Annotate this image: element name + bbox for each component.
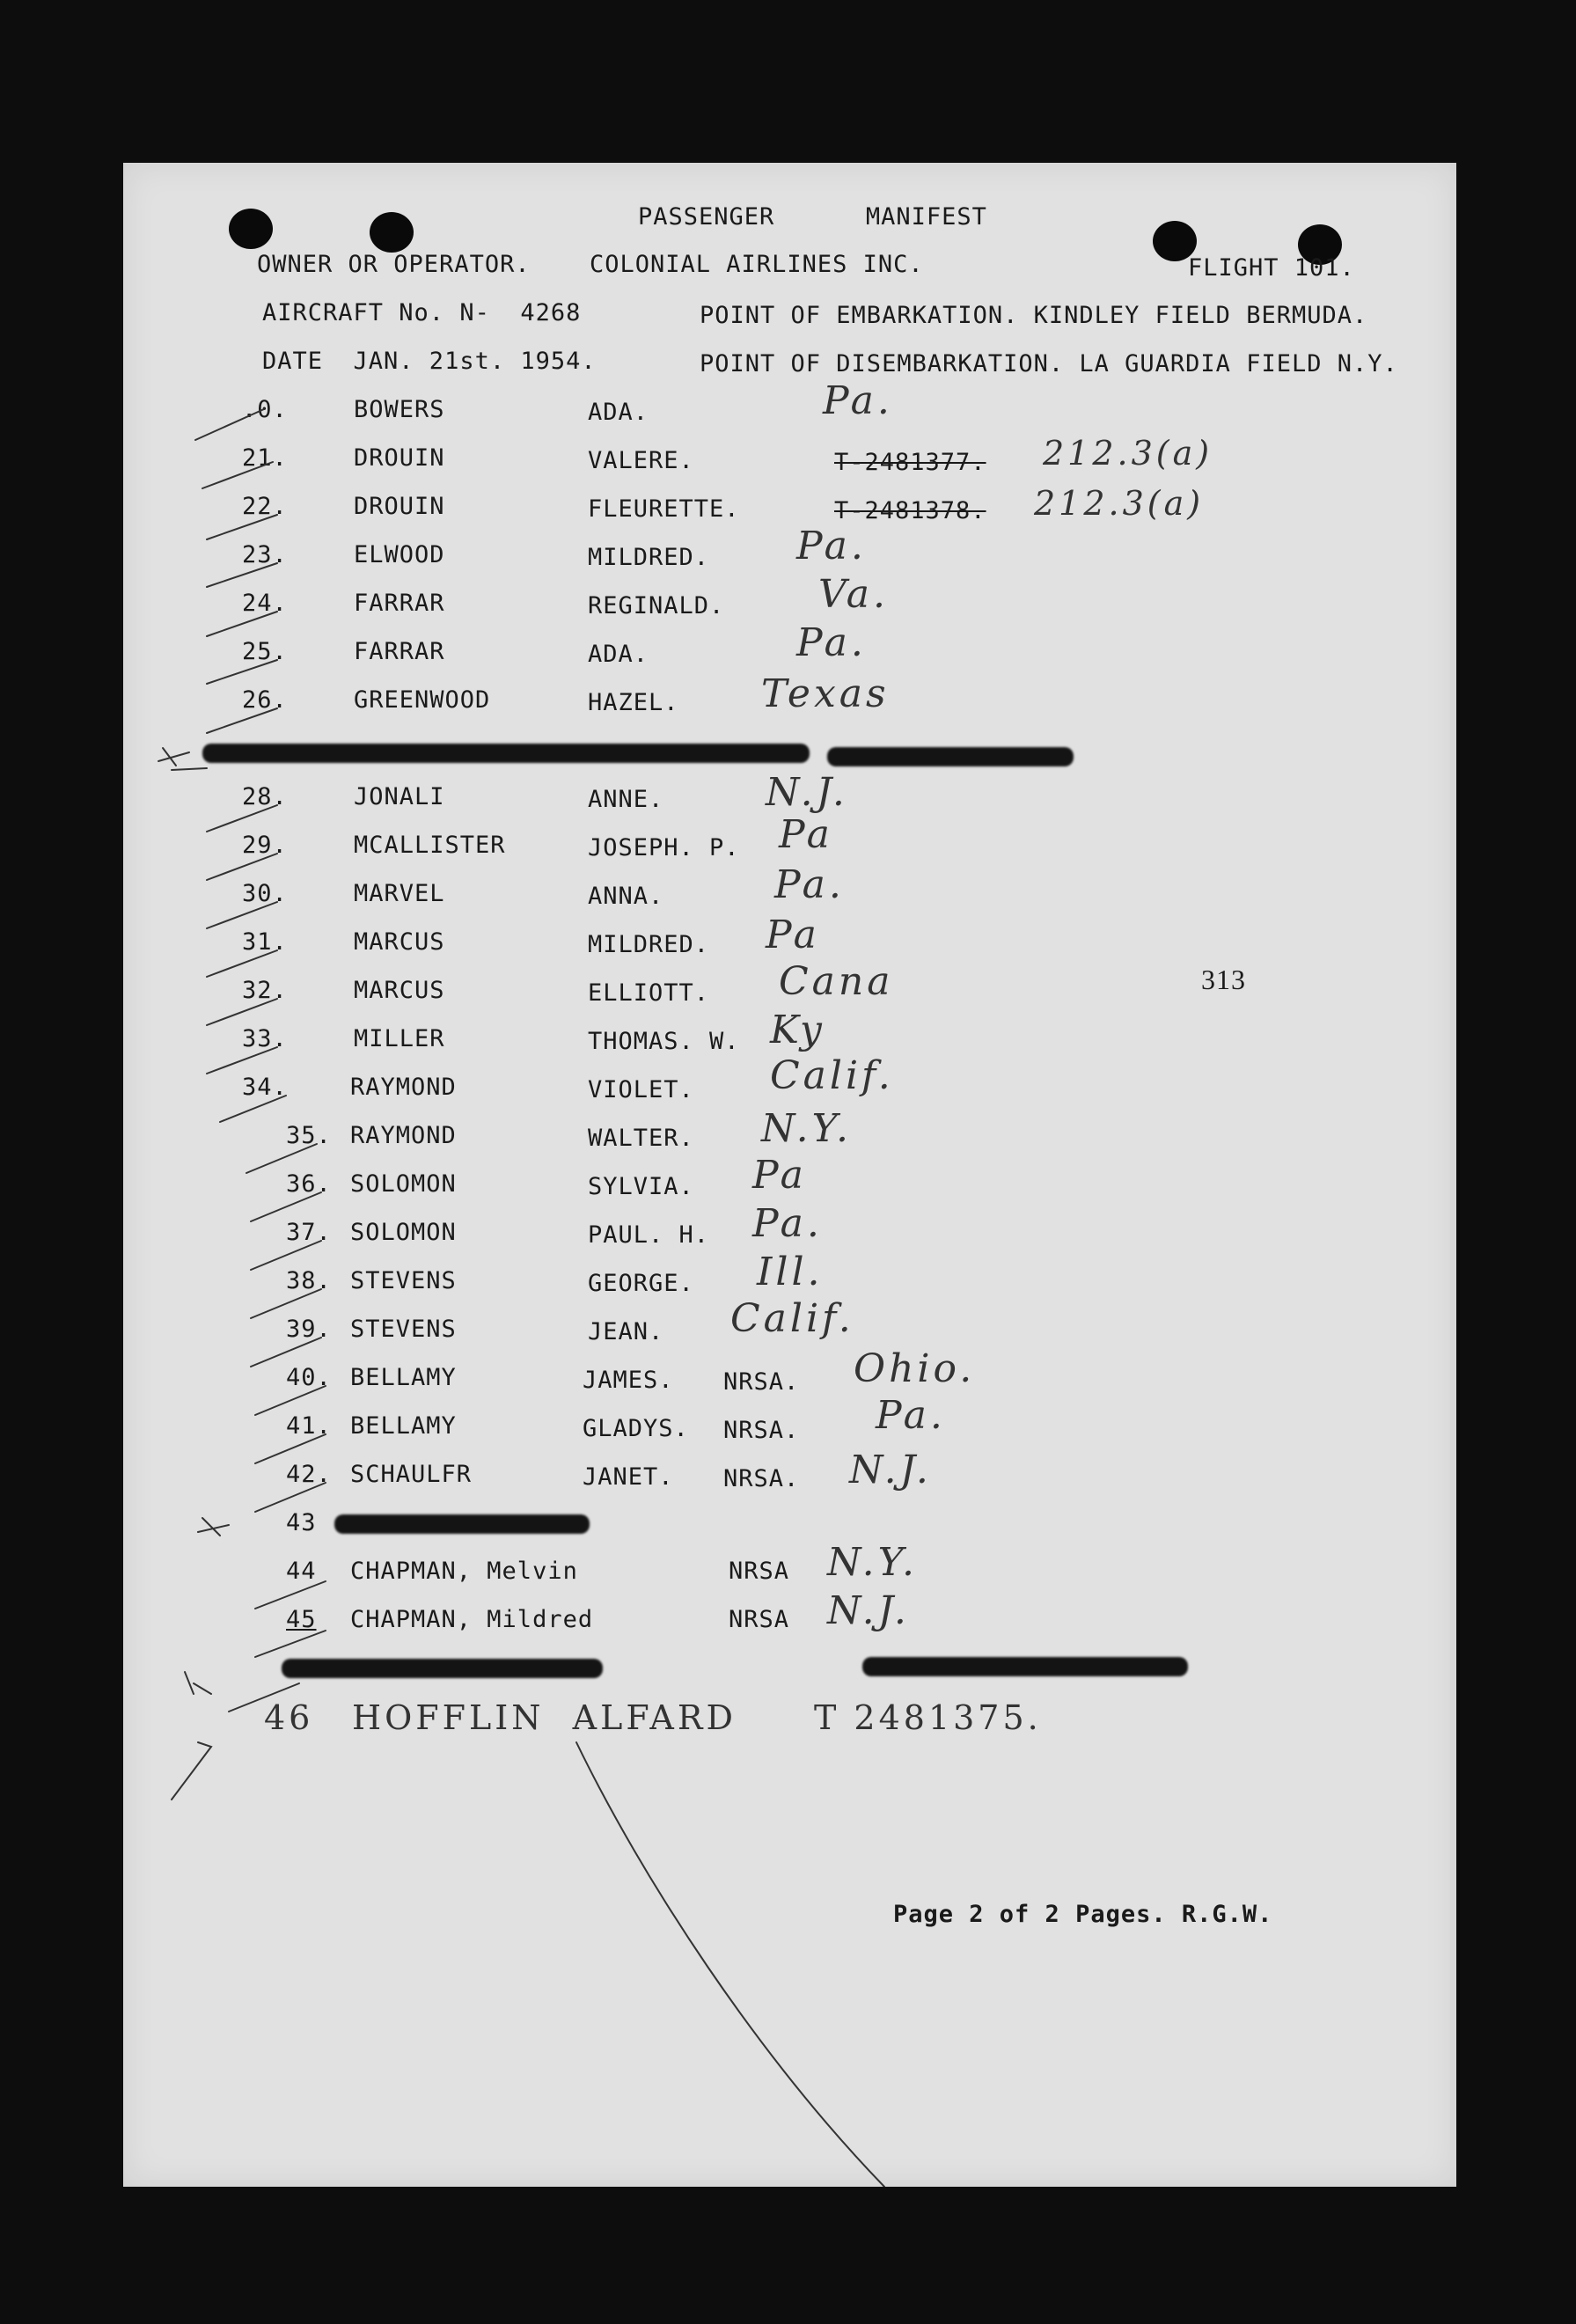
- row-number: 30.: [242, 880, 288, 907]
- status-code: NRSA.: [723, 1368, 800, 1396]
- surname: CHAPMAN, Mildred: [350, 1606, 594, 1633]
- row-number: 39.: [286, 1316, 332, 1343]
- given-name: JEAN.: [588, 1318, 664, 1345]
- surname: MARVEL: [354, 880, 445, 907]
- ticket-number: T-2481378.: [834, 497, 986, 524]
- row-number: 29.: [242, 832, 288, 859]
- handwritten-state: Calif.: [770, 1053, 894, 1098]
- status-code: NRSA.: [723, 1465, 800, 1492]
- manifest-page: [123, 163, 1456, 2187]
- row-number: 21.: [242, 444, 288, 472]
- handwritten-state: Texas: [761, 671, 890, 716]
- row-number: .0.: [242, 396, 288, 423]
- surname: MILLER: [354, 1025, 445, 1052]
- handwritten-row-number: 46: [264, 1698, 314, 1737]
- row-number: 32.: [242, 977, 288, 1004]
- row-number: 42.: [286, 1461, 332, 1488]
- row-number: 44: [286, 1558, 317, 1585]
- handwritten-state: Cana: [779, 959, 894, 1004]
- given-name: PAUL. H.: [588, 1221, 710, 1249]
- given-name: HAZEL.: [588, 689, 679, 716]
- row-number: 28.: [242, 783, 288, 810]
- row-number: 24.: [242, 590, 288, 617]
- given-name: GEORGE.: [588, 1270, 694, 1297]
- surname: GREENWOOD: [354, 686, 491, 714]
- handwritten-state: Pa.: [796, 620, 867, 665]
- surname: MCALLISTER: [354, 832, 506, 859]
- surname: FARRAR: [354, 590, 445, 617]
- handwritten-state: N.J.: [849, 1448, 932, 1492]
- handwritten-state: Pa.: [876, 1393, 946, 1438]
- handwritten-state: N.J.: [827, 1588, 910, 1633]
- surname: RAYMOND: [350, 1122, 457, 1149]
- row-number: 31.: [242, 928, 288, 956]
- surname: BOWERS: [354, 396, 445, 423]
- handwritten-note: 212.3(a): [1034, 484, 1205, 523]
- given-name: GLADYS.: [583, 1415, 689, 1442]
- flight-number: FLIGHT 101.: [1188, 254, 1355, 282]
- row-number: 25.: [242, 638, 288, 665]
- given-name: ANNE.: [588, 786, 664, 813]
- pencil-marks: [123, 163, 1456, 2187]
- row-number: 37.: [286, 1219, 332, 1246]
- status-code: NRSA: [729, 1558, 790, 1585]
- surname: RAYMOND: [350, 1074, 457, 1101]
- given-name: JOSEPH. P.: [588, 834, 740, 861]
- surname: ELWOOD: [354, 541, 445, 568]
- page-footer: Page 2 of 2 Pages. R.G.W.: [893, 1901, 1273, 1928]
- handwritten-state: Ky: [770, 1008, 825, 1052]
- given-name: MILDRED.: [588, 544, 710, 571]
- ticket-number: T-2481377.: [834, 449, 986, 476]
- handwritten-state: N.Y.: [761, 1106, 853, 1151]
- given-name: JANET.: [583, 1463, 674, 1491]
- given-name: MILDRED.: [588, 931, 710, 958]
- row-number: 35.: [286, 1122, 332, 1149]
- row-number: 41.: [286, 1412, 332, 1440]
- handwritten-state: Va.: [818, 572, 889, 617]
- surname: SOLOMON: [350, 1170, 457, 1198]
- given-name: ANNA.: [588, 883, 664, 910]
- surname: STEVENS: [350, 1267, 457, 1294]
- row-number: 26.: [242, 686, 288, 714]
- handwritten-state: Pa: [779, 812, 833, 857]
- surname: JONALI: [354, 783, 445, 810]
- row-number: 23.: [242, 541, 288, 568]
- handwritten-state: Calif.: [730, 1296, 854, 1341]
- given-name: THOMAS. W.: [588, 1028, 740, 1055]
- given-name: FLEURETTE.: [588, 495, 740, 523]
- row-number: 43: [286, 1509, 317, 1536]
- handwritten-note: 212.3(a): [1043, 434, 1213, 473]
- given-name: ADA.: [588, 641, 649, 668]
- surname: FARRAR: [354, 638, 445, 665]
- row-number: 45: [286, 1606, 317, 1633]
- row-number: 34.: [242, 1074, 288, 1101]
- surname: MARCUS: [354, 928, 445, 956]
- surname: SOLOMON: [350, 1219, 457, 1246]
- embarkation-point: POINT OF EMBARKATION. KINDLEY FIELD BERMUDA.: [700, 302, 1368, 329]
- owner-label: OWNER OR OPERATOR.: [257, 251, 531, 278]
- given-name: WALTER.: [588, 1125, 694, 1152]
- manifest-date: DATE JAN. 21st. 1954.: [262, 348, 597, 375]
- surname: BELLAMY: [350, 1364, 457, 1391]
- status-code: NRSA.: [723, 1417, 800, 1444]
- given-name: VALERE.: [588, 447, 694, 474]
- row-number: 36.: [286, 1170, 332, 1198]
- handwritten-state: Pa.: [796, 524, 867, 568]
- disembarkation-point: POINT OF DISEMBARKATION. LA GUARDIA FIELD N.Y.: [700, 350, 1398, 378]
- handwritten-state: Ill.: [757, 1250, 824, 1294]
- handwritten-state: N.J.: [766, 770, 848, 815]
- row-number: 40.: [286, 1364, 332, 1391]
- aircraft-number: AIRCRAFT No. N- 4268: [262, 299, 582, 326]
- row-number: 38.: [286, 1267, 332, 1294]
- owner-value: COLONIAL AIRLINES INC.: [590, 251, 924, 278]
- handwritten-state: N.Y.: [827, 1540, 919, 1585]
- surname: BELLAMY: [350, 1412, 457, 1440]
- row-number: 33.: [242, 1025, 288, 1052]
- given-name: REGINALD.: [588, 592, 725, 619]
- handwritten-ticket: T 2481375.: [814, 1698, 1042, 1737]
- handwritten-state: Ohio.: [854, 1346, 976, 1391]
- surname: STEVENS: [350, 1316, 457, 1343]
- handwritten-state: Pa: [766, 913, 820, 957]
- given-name: JAMES.: [583, 1367, 674, 1394]
- handwritten-name: HOFFLIN ALFARD: [352, 1698, 737, 1737]
- status-code: NRSA: [729, 1606, 790, 1633]
- given-name: SYLVIA.: [588, 1173, 694, 1200]
- given-name: ADA.: [588, 399, 649, 426]
- side-number: 313: [1201, 964, 1246, 995]
- handwritten-state: Pa.: [774, 862, 845, 907]
- row-number: 22.: [242, 493, 288, 520]
- page-title: PASSENGER MANIFEST: [638, 203, 987, 231]
- surname: CHAPMAN, Melvin: [350, 1558, 578, 1585]
- surname: DROUIN: [354, 493, 445, 520]
- given-name: ELLIOTT.: [588, 979, 710, 1007]
- handwritten-state: Pa: [752, 1153, 807, 1198]
- handwritten-state: Pa.: [823, 378, 893, 423]
- given-name: VIOLET.: [588, 1076, 694, 1103]
- handwritten-state: Pa.: [752, 1201, 823, 1246]
- surname: SCHAULFR: [350, 1461, 473, 1488]
- surname: MARCUS: [354, 977, 445, 1004]
- surname: DROUIN: [354, 444, 445, 472]
